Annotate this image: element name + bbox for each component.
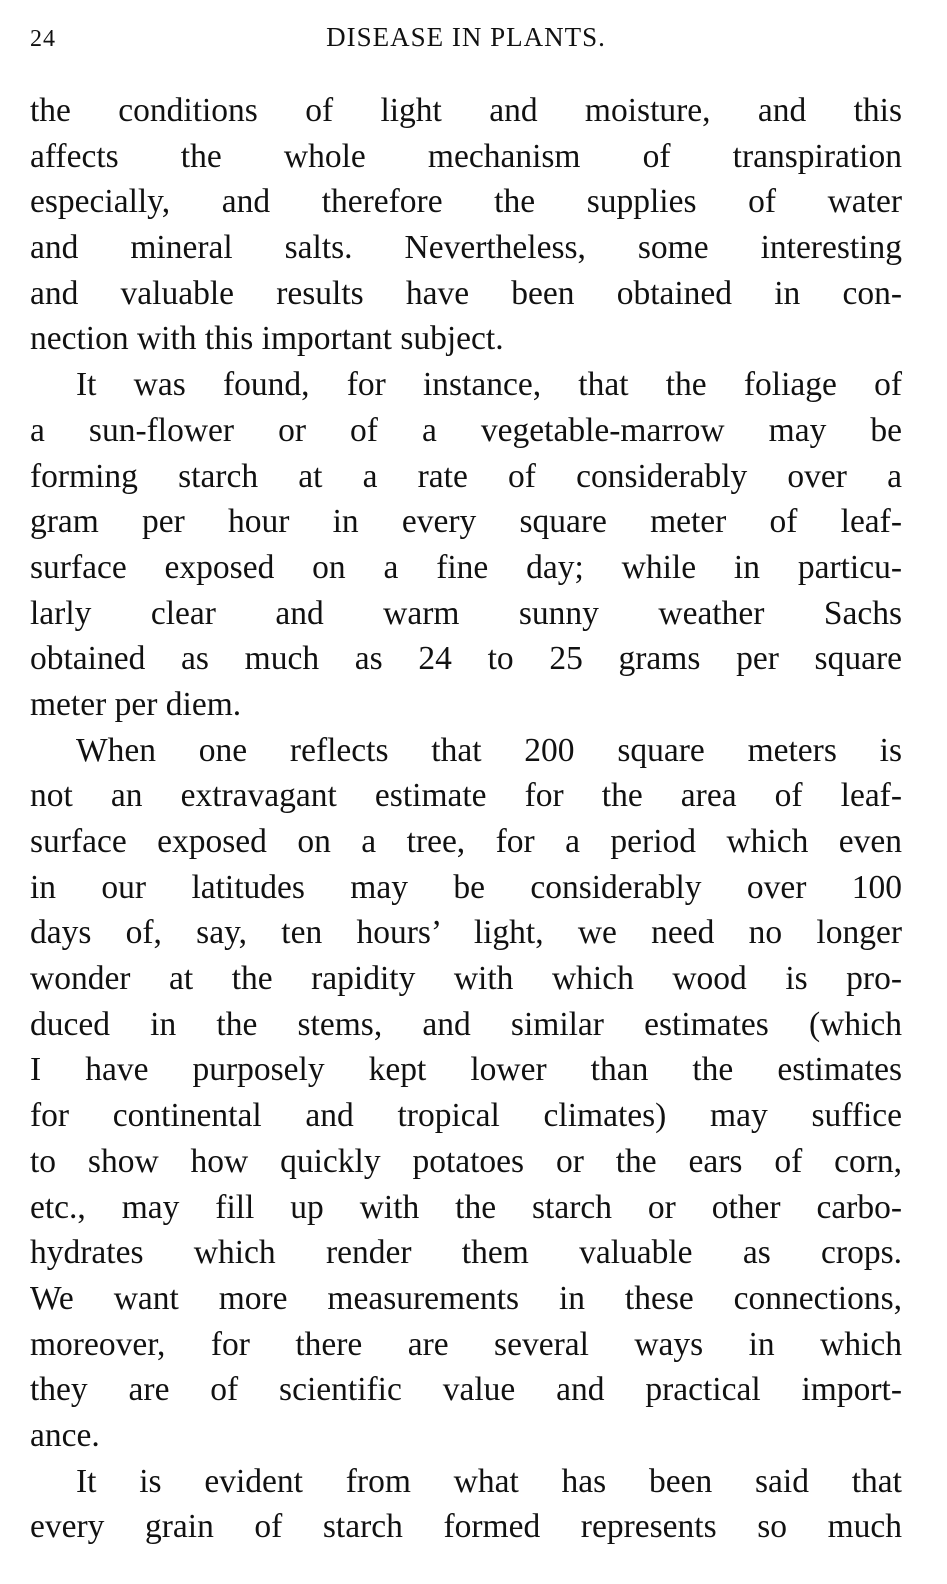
text-line: surface exposed on a tree, for a period which even <box>30 823 902 860</box>
text-line: and mineral salts. Nevertheless, some interesting <box>30 229 902 267</box>
text-line: larly clear and warm sunny weather Sachs <box>30 594 902 632</box>
text-line: days of, say, ten hours’ light, we need no longer <box>30 914 902 952</box>
body-text <box>30 88 902 1550</box>
paragraph <box>30 1459 902 1550</box>
text-line: etc., may fill up with the starch or other carbo- <box>30 1188 902 1226</box>
text-line: gram per hour in every square meter of leaf- <box>30 503 902 541</box>
text-line: meter per diem. <box>30 685 242 723</box>
paragraph <box>30 362 902 728</box>
text-line: a sun-flower or of a vegetable-marrow may be <box>30 411 902 449</box>
text-line: When one reflects that 200 square meters is <box>76 731 902 769</box>
text-line: for continental and tropical climates) may suffice <box>30 1097 902 1135</box>
text-line: and valuable results have been obtained in con- <box>30 274 902 312</box>
text-line: they are of scientific value and practical import- <box>30 1371 902 1409</box>
paragraph <box>30 88 902 362</box>
text-line: moreover, for there are several ways in which <box>30 1325 902 1363</box>
page-number: 24 <box>30 26 56 52</box>
page-header <box>30 18 902 58</box>
text-line: to show how quickly potatoes or the ears of corn, <box>30 1142 902 1180</box>
running-title: DISEASE IN PLANTS. <box>326 22 606 52</box>
text-line: hydrates which render them valuable as crops. <box>30 1234 902 1272</box>
text-line: It is evident from what has been said that <box>76 1462 902 1500</box>
text-line: especially, and therefore the supplies of water <box>30 183 902 221</box>
text-line: wonder at the rapidity with which wood is pro- <box>30 960 902 998</box>
text-line: nection with this important subject. <box>30 320 504 358</box>
text-line: duced in the stems, and similar estimates (which <box>30 1005 902 1043</box>
text-line: not an extravagant estimate for the area of leaf- <box>30 777 902 815</box>
text-line: It was found, for instance, that the foliage of <box>76 366 902 404</box>
text-line: surface exposed on a fine day; while in particu- <box>30 548 902 586</box>
paragraph <box>30 728 902 1459</box>
text-line: ance. <box>30 1416 100 1454</box>
text-line: I have purposely kept lower than the estimates <box>30 1051 902 1089</box>
text-line: in our latitudes may be considerably over 100 <box>30 868 902 906</box>
text-line: obtained as much as 24 to 25 grams per square <box>30 640 902 678</box>
text-line: the conditions of light and moisture, and this <box>30 92 902 129</box>
text-line: affects the whole mechanism of transpiration <box>30 137 902 175</box>
text-line: every grain of starch formed represents so much <box>30 1508 902 1546</box>
text-line: forming starch at a rate of considerably over a <box>30 457 902 495</box>
text-line: We want more measurements in these connections, <box>30 1279 902 1317</box>
